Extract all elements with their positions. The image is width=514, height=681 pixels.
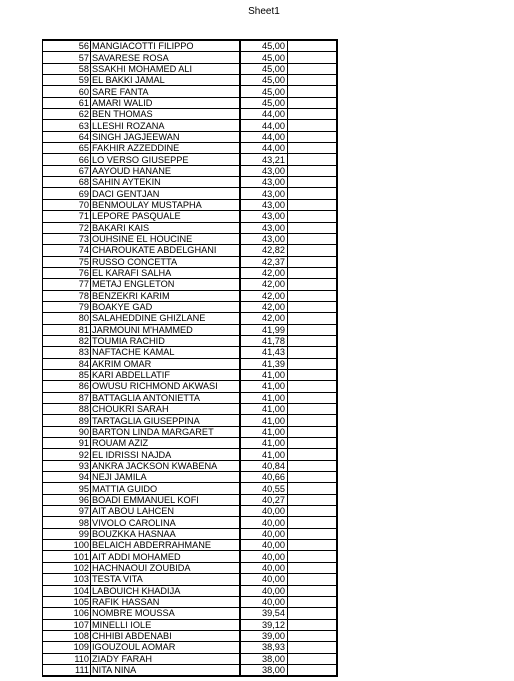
- empty-cell: [288, 506, 338, 517]
- score-cell: 42,82: [240, 245, 288, 256]
- score-cell: 44,00: [240, 143, 288, 154]
- row-number-cell: 68: [43, 177, 91, 188]
- name-cell: SAHIN AYTEKIN: [91, 177, 241, 188]
- table-row: [43, 245, 338, 256]
- score-cell: 42,37: [240, 256, 288, 267]
- score-cell: 45,00: [240, 52, 288, 63]
- score-cell: 41,00: [240, 404, 288, 415]
- score-cell: 40,00: [240, 551, 288, 562]
- table-row: [43, 574, 338, 585]
- table-row: [43, 52, 338, 63]
- score-cell: 42,00: [240, 301, 288, 312]
- row-number-cell: 109: [43, 642, 91, 653]
- table-row: [43, 199, 338, 210]
- empty-cell: [288, 86, 338, 97]
- score-cell: 40,27: [240, 494, 288, 505]
- name-cell: LEPORE PASQUALE: [91, 211, 241, 222]
- row-number-cell: 66: [43, 154, 91, 165]
- table-row: [43, 335, 338, 346]
- row-number-cell: 88: [43, 404, 91, 415]
- table-row: [43, 188, 338, 199]
- score-cell: 40,00: [240, 517, 288, 528]
- row-number-cell: 60: [43, 86, 91, 97]
- empty-cell: [288, 392, 338, 403]
- score-cell: 41,99: [240, 324, 288, 335]
- row-number-cell: 87: [43, 392, 91, 403]
- score-cell: 41,00: [240, 415, 288, 426]
- table-row: [43, 131, 338, 142]
- row-number-cell: 76: [43, 267, 91, 278]
- empty-cell: [288, 415, 338, 426]
- score-cell: 41,00: [240, 426, 288, 437]
- name-cell: RAFIK HASSAN: [91, 596, 241, 607]
- empty-cell: [288, 188, 338, 199]
- row-number-cell: 102: [43, 562, 91, 573]
- name-cell: SARE FANTA: [91, 86, 241, 97]
- table-row: [43, 63, 338, 74]
- row-number-cell: 96: [43, 494, 91, 505]
- row-number-cell: 86: [43, 381, 91, 392]
- name-cell: BOUZKKA HASNAA: [91, 528, 241, 539]
- row-number-cell: 108: [43, 630, 91, 641]
- empty-cell: [288, 540, 338, 551]
- row-number-cell: 93: [43, 460, 91, 471]
- score-cell: 44,00: [240, 131, 288, 142]
- table-row: [43, 177, 338, 188]
- name-cell: KARI ABDELLATIF: [91, 369, 241, 380]
- name-cell: BEN THOMAS: [91, 109, 241, 120]
- name-cell: BOAKYE GAD: [91, 301, 241, 312]
- name-cell: LABOUICH KHADIJA: [91, 585, 241, 596]
- empty-cell: [288, 279, 338, 290]
- name-cell: SAVARESE ROSA: [91, 52, 241, 63]
- table-row: [43, 630, 338, 641]
- row-number-cell: 58: [43, 63, 91, 74]
- row-number-cell: 91: [43, 438, 91, 449]
- table-row: [43, 301, 338, 312]
- score-cell: 41,43: [240, 347, 288, 358]
- table-row: [43, 40, 338, 52]
- row-number-cell: 99: [43, 528, 91, 539]
- score-cell: 38,00: [240, 664, 288, 676]
- table-row: [43, 233, 338, 244]
- name-cell: OUHSINE EL HOUCINE: [91, 233, 241, 244]
- score-cell: 41,78: [240, 335, 288, 346]
- name-cell: LO VERSO GIUSEPPE: [91, 154, 241, 165]
- row-number-cell: 105: [43, 596, 91, 607]
- name-cell: AAYOUD HANANE: [91, 165, 241, 176]
- table-row: [43, 279, 338, 290]
- name-cell: EL KARAFI SALHA: [91, 267, 241, 278]
- table-row: [43, 653, 338, 664]
- name-cell: ZIADY FARAH: [91, 653, 241, 664]
- table-row: [43, 562, 338, 573]
- row-number-cell: 70: [43, 199, 91, 210]
- name-cell: JARMOUNI M'HAMMED: [91, 324, 241, 335]
- table-row: [43, 608, 338, 619]
- row-number-cell: 65: [43, 143, 91, 154]
- table-row: [43, 404, 338, 415]
- table-row: [43, 267, 338, 278]
- table-row: [43, 460, 338, 471]
- score-cell: 38,00: [240, 653, 288, 664]
- row-number-cell: 75: [43, 256, 91, 267]
- table-row: [43, 120, 338, 131]
- row-number-cell: 85: [43, 369, 91, 380]
- row-number-cell: 83: [43, 347, 91, 358]
- row-number-cell: 71: [43, 211, 91, 222]
- empty-cell: [288, 40, 338, 52]
- empty-cell: [288, 483, 338, 494]
- score-cell: 43,00: [240, 233, 288, 244]
- empty-cell: [288, 245, 338, 256]
- table-row: [43, 75, 338, 86]
- score-cell: 41,00: [240, 438, 288, 449]
- name-cell: EL BAKKI JAMAL: [91, 75, 241, 86]
- table-row: [43, 596, 338, 607]
- empty-cell: [288, 301, 338, 312]
- empty-cell: [288, 63, 338, 74]
- table-row: [43, 347, 338, 358]
- score-cell: 40,00: [240, 585, 288, 596]
- row-number-cell: 74: [43, 245, 91, 256]
- score-cell: 40,66: [240, 472, 288, 483]
- table-row: [43, 211, 338, 222]
- table-row: [43, 551, 338, 562]
- name-cell: FAKHIR AZZEDDINE: [91, 143, 241, 154]
- score-cell: 40,00: [240, 506, 288, 517]
- name-cell: METAJ ENGLETON: [91, 279, 241, 290]
- empty-cell: [288, 120, 338, 131]
- empty-cell: [288, 642, 338, 653]
- name-cell: MANGIACOTTI FILIPPO: [91, 40, 241, 52]
- empty-cell: [288, 211, 338, 222]
- empty-cell: [288, 551, 338, 562]
- row-number-cell: 59: [43, 75, 91, 86]
- table-row: [43, 143, 338, 154]
- name-cell: ROUAM AZIZ: [91, 438, 241, 449]
- empty-cell: [288, 222, 338, 233]
- empty-cell: [288, 177, 338, 188]
- score-cell: 42,00: [240, 313, 288, 324]
- row-number-cell: 72: [43, 222, 91, 233]
- row-number-cell: 100: [43, 540, 91, 551]
- table-row: [43, 358, 338, 369]
- empty-cell: [288, 267, 338, 278]
- empty-cell: [288, 528, 338, 539]
- name-cell: CHAROUKATE ABDELGHANI: [91, 245, 241, 256]
- name-cell: HACHNAOUI ZOUBIDA: [91, 562, 241, 573]
- table-row: [43, 540, 338, 551]
- row-number-cell: 106: [43, 608, 91, 619]
- table-row: [43, 109, 338, 120]
- row-number-cell: 64: [43, 131, 91, 142]
- score-cell: 42,00: [240, 267, 288, 278]
- empty-cell: [288, 358, 338, 369]
- name-cell: BARTON LINDA MARGARET: [91, 426, 241, 437]
- name-cell: MINELLI IOLE: [91, 619, 241, 630]
- row-number-cell: 111: [43, 664, 91, 676]
- row-number-cell: 103: [43, 574, 91, 585]
- score-cell: 44,00: [240, 120, 288, 131]
- empty-cell: [288, 199, 338, 210]
- name-cell: BATTAGLIA ANTONIETTA: [91, 392, 241, 403]
- table-row: [43, 97, 338, 108]
- name-cell: NAFTACHE KAMAL: [91, 347, 241, 358]
- empty-cell: [288, 290, 338, 301]
- score-cell: 40,55: [240, 483, 288, 494]
- score-cell: 43,00: [240, 177, 288, 188]
- name-cell: NOMBRE MOUSSA: [91, 608, 241, 619]
- empty-cell: [288, 517, 338, 528]
- row-number-cell: 90: [43, 426, 91, 437]
- name-cell: BOADI EMMANUEL KOFI: [91, 494, 241, 505]
- score-cell: 43,00: [240, 222, 288, 233]
- name-cell: AIT ADDI MOHAMED: [91, 551, 241, 562]
- score-cell: 43,00: [240, 188, 288, 199]
- score-cell: 39,00: [240, 630, 288, 641]
- score-cell: 40,00: [240, 596, 288, 607]
- name-cell: MATTIA GUIDO: [91, 483, 241, 494]
- name-cell: SINGH JAGJEEWAN: [91, 131, 241, 142]
- table-row: [43, 494, 338, 505]
- empty-cell: [288, 585, 338, 596]
- empty-cell: [288, 574, 338, 585]
- empty-cell: [288, 109, 338, 120]
- table-row: [43, 222, 338, 233]
- empty-cell: [288, 324, 338, 335]
- score-cell: 41,00: [240, 381, 288, 392]
- score-cell: 40,00: [240, 528, 288, 539]
- row-number-cell: 101: [43, 551, 91, 562]
- empty-cell: [288, 426, 338, 437]
- empty-cell: [288, 562, 338, 573]
- table-row: [43, 381, 338, 392]
- table-row: [43, 415, 338, 426]
- name-cell: BELAICH ABDERRAHMANE: [91, 540, 241, 551]
- row-number-cell: 79: [43, 301, 91, 312]
- empty-cell: [288, 233, 338, 244]
- table-row: [43, 506, 338, 517]
- row-number-cell: 110: [43, 653, 91, 664]
- row-number-cell: 97: [43, 506, 91, 517]
- score-cell: 41,39: [240, 358, 288, 369]
- empty-cell: [288, 313, 338, 324]
- row-number-cell: 67: [43, 165, 91, 176]
- name-cell: NITA NINA: [91, 664, 241, 676]
- table-row: [43, 426, 338, 437]
- table-row: [43, 472, 338, 483]
- name-cell: OWUSU RICHMOND AKWASI: [91, 381, 241, 392]
- table-row: [43, 438, 338, 449]
- empty-cell: [288, 335, 338, 346]
- table-row: [43, 369, 338, 380]
- row-number-cell: 104: [43, 585, 91, 596]
- score-cell: 45,00: [240, 97, 288, 108]
- empty-cell: [288, 381, 338, 392]
- name-cell: TESTA VITA: [91, 574, 241, 585]
- table-row: [43, 585, 338, 596]
- name-cell: BENMOULAY MUSTAPHA: [91, 199, 241, 210]
- row-number-cell: 77: [43, 279, 91, 290]
- score-cell: 40,00: [240, 540, 288, 551]
- sheet-title: [0, 6, 514, 18]
- name-cell: TOUMIA RACHID: [91, 335, 241, 346]
- empty-cell: [288, 494, 338, 505]
- score-cell: 40,00: [240, 562, 288, 573]
- score-cell: 41,00: [240, 392, 288, 403]
- row-number-cell: 78: [43, 290, 91, 301]
- name-cell: CHHIBI ABDENABI: [91, 630, 241, 641]
- name-cell: SALAHEDDINE GHIZLANE: [91, 313, 241, 324]
- table-row: [43, 664, 338, 676]
- score-cell: 41,00: [240, 369, 288, 380]
- empty-cell: [288, 347, 338, 358]
- table-row: [43, 483, 338, 494]
- row-number-cell: 89: [43, 415, 91, 426]
- empty-cell: [288, 143, 338, 154]
- score-cell: 40,84: [240, 460, 288, 471]
- empty-cell: [288, 472, 338, 483]
- name-cell: RUSSO CONCETTA: [91, 256, 241, 267]
- empty-cell: [288, 438, 338, 449]
- row-number-cell: 56: [43, 40, 91, 52]
- score-cell: 39,54: [240, 608, 288, 619]
- name-cell: SSAKHI MOHAMED ALI: [91, 63, 241, 74]
- empty-cell: [288, 131, 338, 142]
- table-row: [43, 154, 338, 165]
- row-number-cell: 81: [43, 324, 91, 335]
- name-cell: ANKRA JACKSON KWABENA: [91, 460, 241, 471]
- row-number-cell: 73: [43, 233, 91, 244]
- name-cell: VIVOLO CAROLINA: [91, 517, 241, 528]
- empty-cell: [288, 664, 338, 676]
- row-number-cell: 69: [43, 188, 91, 199]
- table-row: [43, 642, 338, 653]
- score-cell: 42,00: [240, 279, 288, 290]
- empty-cell: [288, 154, 338, 165]
- row-number-cell: 82: [43, 335, 91, 346]
- row-number-cell: 94: [43, 472, 91, 483]
- name-cell: AMARI WALID: [91, 97, 241, 108]
- name-cell: NEJI JAMILA: [91, 472, 241, 483]
- table-row: [43, 256, 338, 267]
- score-cell: 41,00: [240, 449, 288, 460]
- name-cell: BENZEKRI KARIM: [91, 290, 241, 301]
- row-number-cell: 63: [43, 120, 91, 131]
- score-cell: 40,00: [240, 574, 288, 585]
- score-cell: 45,00: [240, 40, 288, 52]
- empty-cell: [288, 404, 338, 415]
- row-number-cell: 92: [43, 449, 91, 460]
- empty-cell: [288, 97, 338, 108]
- table-row: [43, 517, 338, 528]
- name-cell: CHOUKRI SARAH: [91, 404, 241, 415]
- row-number-cell: 61: [43, 97, 91, 108]
- table-row: [43, 165, 338, 176]
- sheet-title-text: Sheet1: [248, 6, 280, 17]
- name-cell: DACI GENTJAN: [91, 188, 241, 199]
- name-cell: BAKARI KAIS: [91, 222, 241, 233]
- table-row: [43, 619, 338, 630]
- empty-cell: [288, 369, 338, 380]
- empty-cell: [288, 52, 338, 63]
- name-cell: IGOUZOUL AOMAR: [91, 642, 241, 653]
- table-row: [43, 290, 338, 301]
- table-row: [43, 313, 338, 324]
- empty-cell: [288, 630, 338, 641]
- empty-cell: [288, 653, 338, 664]
- score-cell: 43,21: [240, 154, 288, 165]
- name-cell: LLESHI ROZANA: [91, 120, 241, 131]
- table-row: [43, 324, 338, 335]
- score-cell: 43,00: [240, 199, 288, 210]
- ranking-table: [42, 39, 338, 677]
- row-number-cell: 84: [43, 358, 91, 369]
- name-cell: TARTAGLIA GIUSEPPINA: [91, 415, 241, 426]
- row-number-cell: 57: [43, 52, 91, 63]
- empty-cell: [288, 165, 338, 176]
- empty-cell: [288, 596, 338, 607]
- score-cell: 45,00: [240, 86, 288, 97]
- score-cell: 38,93: [240, 642, 288, 653]
- name-cell: EL IDRISSI NAJDA: [91, 449, 241, 460]
- row-number-cell: 80: [43, 313, 91, 324]
- score-cell: 45,00: [240, 75, 288, 86]
- empty-cell: [288, 608, 338, 619]
- empty-cell: [288, 619, 338, 630]
- row-number-cell: 62: [43, 109, 91, 120]
- score-cell: 39,12: [240, 619, 288, 630]
- score-cell: 42,00: [240, 290, 288, 301]
- row-number-cell: 107: [43, 619, 91, 630]
- row-number-cell: 98: [43, 517, 91, 528]
- empty-cell: [288, 449, 338, 460]
- score-cell: 45,00: [240, 63, 288, 74]
- score-cell: 43,00: [240, 211, 288, 222]
- table-row: [43, 392, 338, 403]
- table-row: [43, 449, 338, 460]
- score-cell: 43,00: [240, 165, 288, 176]
- empty-cell: [288, 460, 338, 471]
- name-cell: AIT ABOU LAHCEN: [91, 506, 241, 517]
- empty-cell: [288, 75, 338, 86]
- ranking-table-body: [43, 40, 338, 676]
- score-cell: 44,00: [240, 109, 288, 120]
- empty-cell: [288, 256, 338, 267]
- row-number-cell: 95: [43, 483, 91, 494]
- name-cell: AKRIM OMAR: [91, 358, 241, 369]
- table-row: [43, 528, 338, 539]
- table-row: [43, 86, 338, 97]
